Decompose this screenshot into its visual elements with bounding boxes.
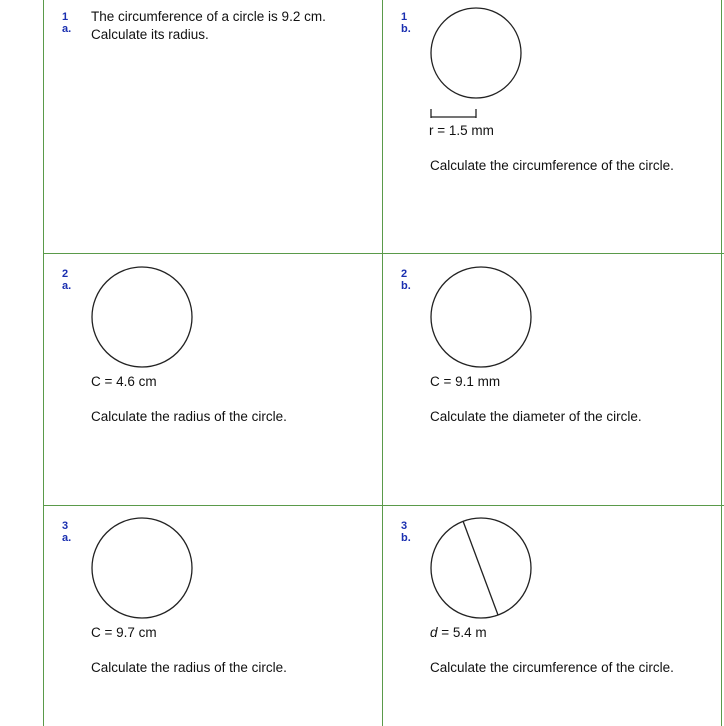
circle-diagram-2a xyxy=(89,264,195,370)
grid-left-border xyxy=(43,0,44,726)
problem-3a-measure: C = 9.7 cm xyxy=(91,625,157,640)
problem-1a-instruction: Calculate its radius. xyxy=(91,27,209,42)
grid-row-divider-1 xyxy=(43,253,724,254)
circle-diagram-3b xyxy=(428,515,534,621)
diameter-variable: d xyxy=(430,625,438,640)
diameter-value: = 5.4 m xyxy=(437,625,487,640)
circle-diagram-2b xyxy=(428,264,534,370)
problem-3b-measure xyxy=(430,624,487,642)
problem-1b-label: 1 b. xyxy=(401,11,411,35)
problem-2b-measure: C = 9.1 mm xyxy=(430,374,501,389)
problem-1b-measure: r = 1.5 mm xyxy=(429,123,494,138)
circle-diagram-3a xyxy=(89,515,195,621)
problem-1a-label: 1 a. xyxy=(62,11,72,35)
problem-1b-question: Calculate the circumference of the circle. xyxy=(430,158,674,173)
radius-scale-bar xyxy=(428,106,480,120)
problem-3b-label: 3 b. xyxy=(401,520,411,544)
problem-2b-label: 2 b. xyxy=(401,268,411,292)
problem-2a-label: 2 a. xyxy=(62,268,72,292)
problem-3a-question: Calculate the radius of the circle. xyxy=(91,660,287,675)
grid-row-divider-2 xyxy=(43,505,724,506)
problem-2b-question: Calculate the diameter of the circle. xyxy=(430,409,642,424)
grid-right-border xyxy=(721,0,722,726)
grid-middle-divider xyxy=(382,0,383,726)
problem-3a-label: 3 a. xyxy=(62,520,72,544)
problem-3b-question: Calculate the circumference of the circle. xyxy=(430,660,674,675)
problem-2a-measure: C = 4.6 cm xyxy=(91,374,157,389)
problem-1a-statement: The circumference of a circle is 9.2 cm. xyxy=(91,9,326,24)
problem-2a-question: Calculate the radius of the circle. xyxy=(91,409,287,424)
diameter-line xyxy=(463,521,498,615)
circle-diagram-1b xyxy=(428,6,526,100)
